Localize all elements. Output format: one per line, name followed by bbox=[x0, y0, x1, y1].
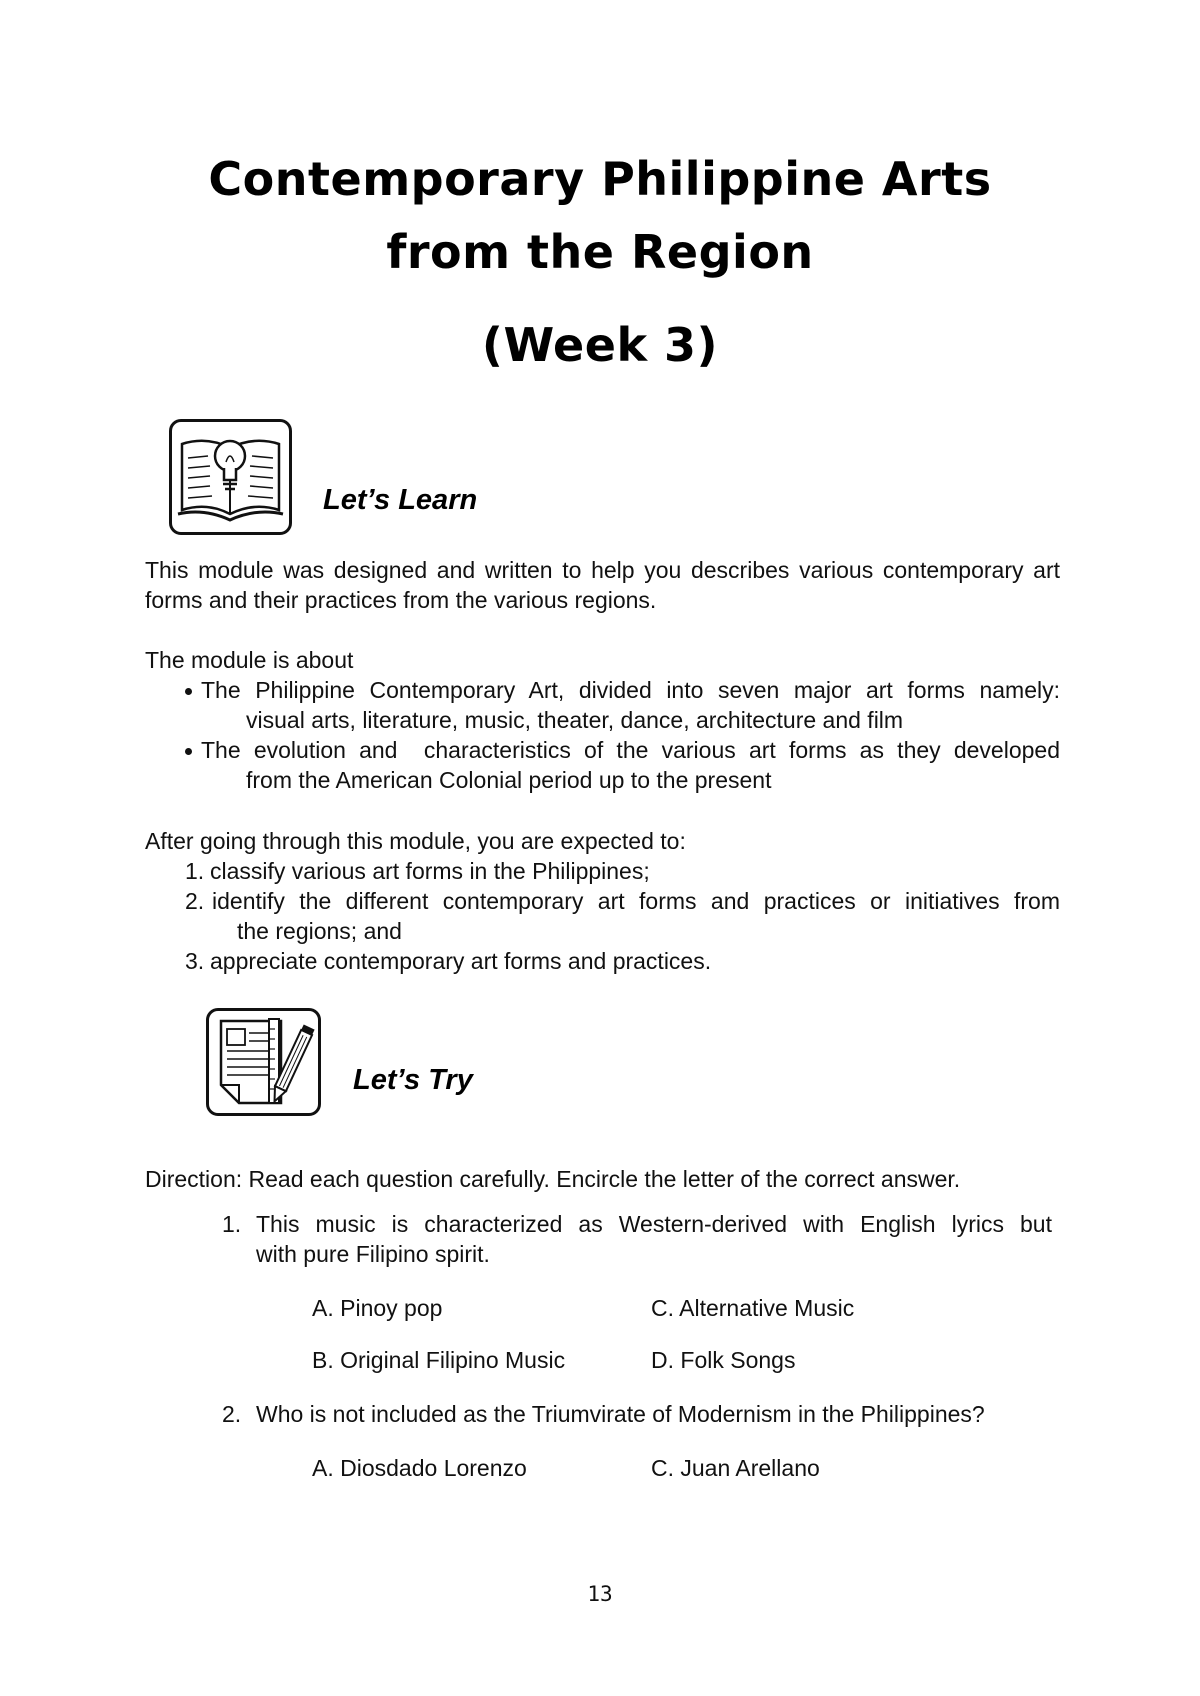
question-2-choice-c: C. Juan Arellano bbox=[651, 1455, 820, 1481]
question-1-line-1: This music is characterized as Western-derived with English lyrics but bbox=[256, 1211, 1052, 1237]
objective-1-text: classify various art forms in the Philippines; bbox=[210, 858, 650, 884]
page-number: 13 bbox=[587, 1582, 613, 1606]
question-1-choice-b: B. Original Filipino Music bbox=[312, 1347, 566, 1373]
question-2-text: Who is not included as the Triumvirate of Modernism in the Philippines? bbox=[256, 1401, 985, 1427]
lets-try-heading: Let’s Try bbox=[353, 1064, 473, 1096]
about-label: The module is about bbox=[145, 647, 354, 673]
notepad-pencil-icon bbox=[206, 1008, 321, 1116]
question-1-line-2: with pure Filipino spirit. bbox=[256, 1241, 490, 1267]
title-line-1: Contemporary Philippine Arts bbox=[208, 152, 992, 206]
question-2-number: 2. bbox=[222, 1401, 242, 1427]
question-1-choice-c: C. Alternative Music bbox=[651, 1295, 855, 1321]
bullet-dot bbox=[185, 688, 192, 695]
open-book-lightbulb-icon bbox=[169, 419, 292, 535]
question-1-choice-a: A. Pinoy pop bbox=[312, 1295, 443, 1321]
bullet-dot bbox=[185, 748, 192, 755]
bullet-1-line-2: visual arts, literature, music, theater, dance, architecture and film bbox=[246, 707, 904, 733]
objective-1-number: 1. bbox=[185, 858, 205, 884]
title-line-2: from the Region bbox=[386, 225, 814, 279]
question-1-number: 1. bbox=[222, 1211, 242, 1237]
objective-3-text: appreciate contemporary art forms and practices. bbox=[210, 948, 712, 974]
objective-2-line-1: identify the different contemporary art forms and practices or initiatives from bbox=[212, 888, 1060, 914]
intro-paragraph: This module was designed and written to help you describes various contemporary art forms and their practices from the various regions. bbox=[145, 557, 1060, 613]
objectives-label: After going through this module, you are expected to: bbox=[145, 828, 686, 854]
direction-text: Direction: Read each question carefully. Encircle the letter of the correct answer. bbox=[145, 1166, 961, 1192]
bullet-1-line-1: The Philippine Contemporary Art, divided into seven major art forms namely: bbox=[201, 677, 1060, 703]
bullet-2-line-1: The evolution and characteristics of the various art forms as they developed bbox=[201, 737, 1060, 763]
objective-2-number: 2. bbox=[185, 888, 205, 914]
bullet-2-line-2: from the American Colonial period up to the present bbox=[246, 767, 772, 793]
title-line-3: (Week 3) bbox=[481, 318, 719, 372]
lets-learn-heading: Let’s Learn bbox=[323, 484, 478, 516]
question-2-choice-a: A. Diosdado Lorenzo bbox=[312, 1455, 527, 1481]
objective-2-line-2: the regions; and bbox=[237, 918, 402, 944]
objective-3-number: 3. bbox=[185, 948, 205, 974]
question-1-choice-d: D. Folk Songs bbox=[651, 1347, 796, 1373]
